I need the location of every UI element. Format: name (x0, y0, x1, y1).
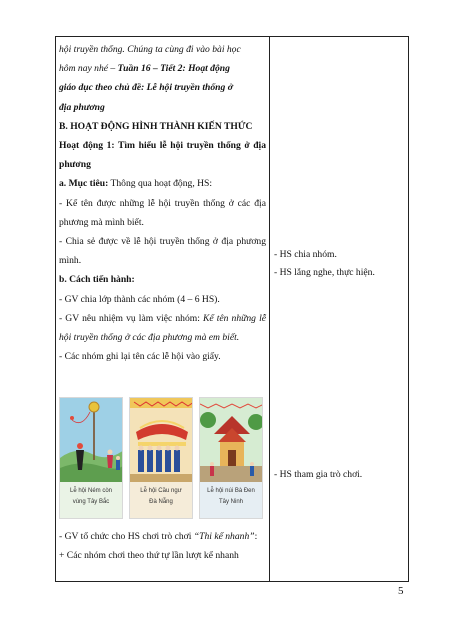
method-heading: b. Cách tiến hành: (59, 274, 135, 286)
intro-text: hôm nay nhé – (59, 63, 118, 75)
caption-line: Tây Ninh (218, 499, 243, 505)
caption-line: Đà Nẵng (149, 499, 173, 505)
game-name: “Thi kể nhanh” (193, 531, 255, 542)
image-caption (200, 482, 262, 518)
student-activity-column (274, 246, 406, 282)
lesson-title-end: địa phương (59, 101, 105, 113)
step-item: - GV chia lớp thành các nhóm (4 – 6 HS). (59, 293, 220, 305)
teacher-activity-continued (59, 527, 266, 565)
caption-line: Lễ hội Cầu ngư (140, 488, 182, 494)
goal-text: Thông qua hoạt động, HS: (108, 178, 213, 190)
teacher-activity-column (59, 40, 266, 366)
step-colon: : (254, 531, 258, 542)
goal-label: a. Mục tiêu: (59, 178, 109, 190)
step-item (59, 527, 266, 546)
caption-line: Lễ hội núi Bà Đen (207, 488, 255, 494)
goal-item: - Chia sẻ được về lễ hội truyền thống ở địa phương mình. (59, 236, 266, 267)
student-item: - HS lắng nghe, thực hiện. (274, 267, 375, 278)
lesson-title: Tuần 16 – Tiết 2: Hoạt động (117, 63, 230, 75)
ba-den-illustration (200, 398, 262, 484)
student-item: - HS tham gia trò chơi. (274, 469, 363, 480)
step-task: Kể tên những lễ hội truyền thống ở các địa phương mà em biết. (59, 312, 267, 344)
step-item: - Các nhóm ghi lại tên các lễ hội vào giấy. (59, 351, 221, 363)
student-activity-game (274, 466, 406, 484)
intro-line-2 (59, 59, 266, 78)
caption-line: vùng Tây Bắc (72, 499, 110, 505)
column-divider (269, 37, 270, 581)
image-caption (60, 482, 122, 518)
lesson-title-cont: giáo dục theo chủ đề: Lễ hội truyền thống ở (59, 82, 233, 94)
section-heading: B. HOẠT ĐỘNG HÌNH THÀNH KIẾN THỨC (59, 120, 253, 132)
student-item: - HS chia nhóm. (274, 249, 337, 260)
goal-line (59, 174, 266, 193)
page-number: 5 (398, 585, 404, 597)
step-item (59, 309, 266, 347)
intro-line: hội truyền thống. Chúng ta cùng đi vào bài học (59, 44, 241, 55)
step-text: - GV nêu nhiệm vụ làm việc nhóm: (59, 312, 203, 324)
festival-card (129, 397, 193, 519)
lesson-table (55, 36, 409, 582)
festival-images (59, 397, 264, 519)
caption-line: Lễ hội Ném còn (69, 488, 113, 494)
goal-item: - Kể tên được những lễ hội truyền thống ở các địa phương mà mình biết. (59, 197, 266, 228)
cau-ngu-illustration (130, 398, 192, 484)
festival-card (59, 397, 123, 519)
step-item: + Các nhóm chơi theo thứ tự lần lượt kể nhanh (59, 550, 239, 562)
activity-heading: Hoạt động 1: Tìm hiểu lễ hội truyền thống ở địa phương (59, 140, 266, 171)
image-caption (130, 482, 192, 518)
nem-con-illustration (60, 398, 122, 484)
festival-card (199, 397, 263, 519)
step-text: - GV tổ chức cho HS chơi trò chơi (59, 531, 194, 542)
